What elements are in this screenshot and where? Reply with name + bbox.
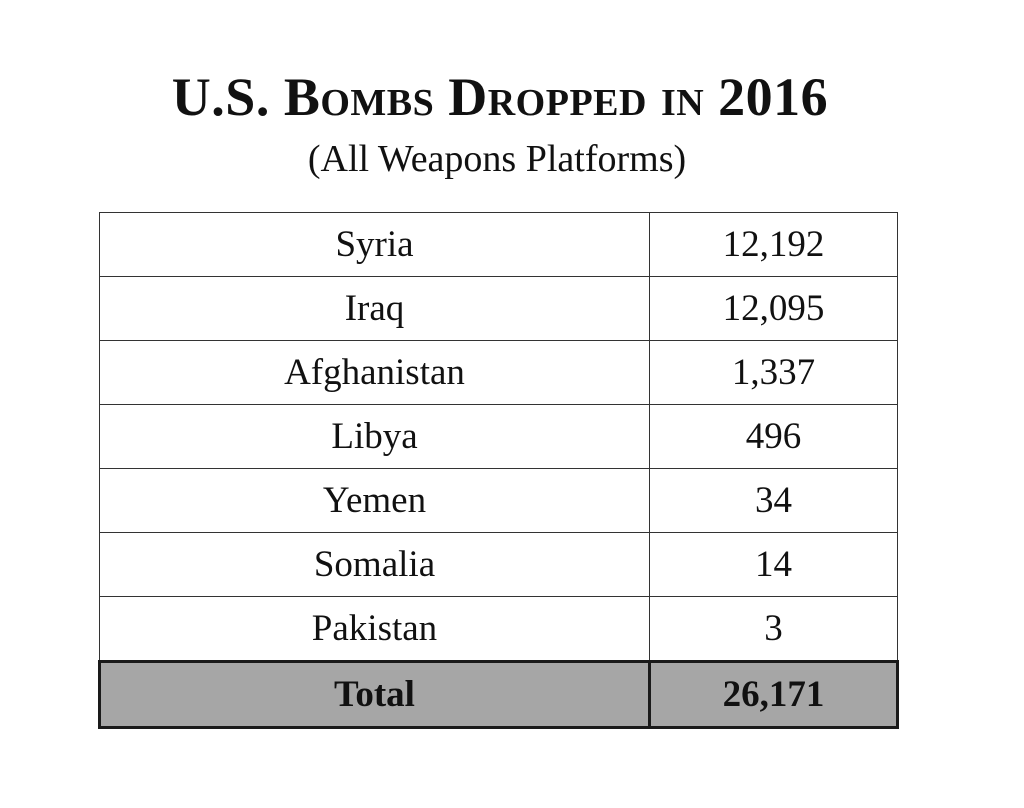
country-cell: Iraq (100, 277, 650, 341)
bomb-count-cell: 3 (650, 597, 898, 662)
total-row (100, 662, 898, 728)
table-row (100, 533, 898, 597)
country-cell: Yemen (100, 469, 650, 533)
table-row (100, 405, 898, 469)
page-subtitle: (All Weapons Platforms) (307, 138, 687, 180)
bombs-table (98, 212, 899, 729)
table-row (100, 597, 898, 662)
table-row (100, 469, 898, 533)
country-cell: Somalia (100, 533, 650, 597)
table-row (100, 341, 898, 405)
bomb-count-cell: 34 (650, 469, 898, 533)
country-cell: Afghanistan (100, 341, 650, 405)
country-cell: Pakistan (100, 597, 650, 662)
total-count: 26,171 (650, 662, 898, 728)
table-row (100, 213, 898, 277)
page-title: U.S. Bombs Dropped in 2016 (171, 67, 829, 127)
total-label: Total (100, 662, 650, 728)
table-row (100, 277, 898, 341)
bomb-count-cell: 1,337 (650, 341, 898, 405)
bomb-count-cell: 12,192 (650, 213, 898, 277)
country-cell: Syria (100, 213, 650, 277)
bomb-count-cell: 496 (650, 405, 898, 469)
bomb-count-cell: 14 (650, 533, 898, 597)
bomb-count-cell: 12,095 (650, 277, 898, 341)
country-cell: Libya (100, 405, 650, 469)
